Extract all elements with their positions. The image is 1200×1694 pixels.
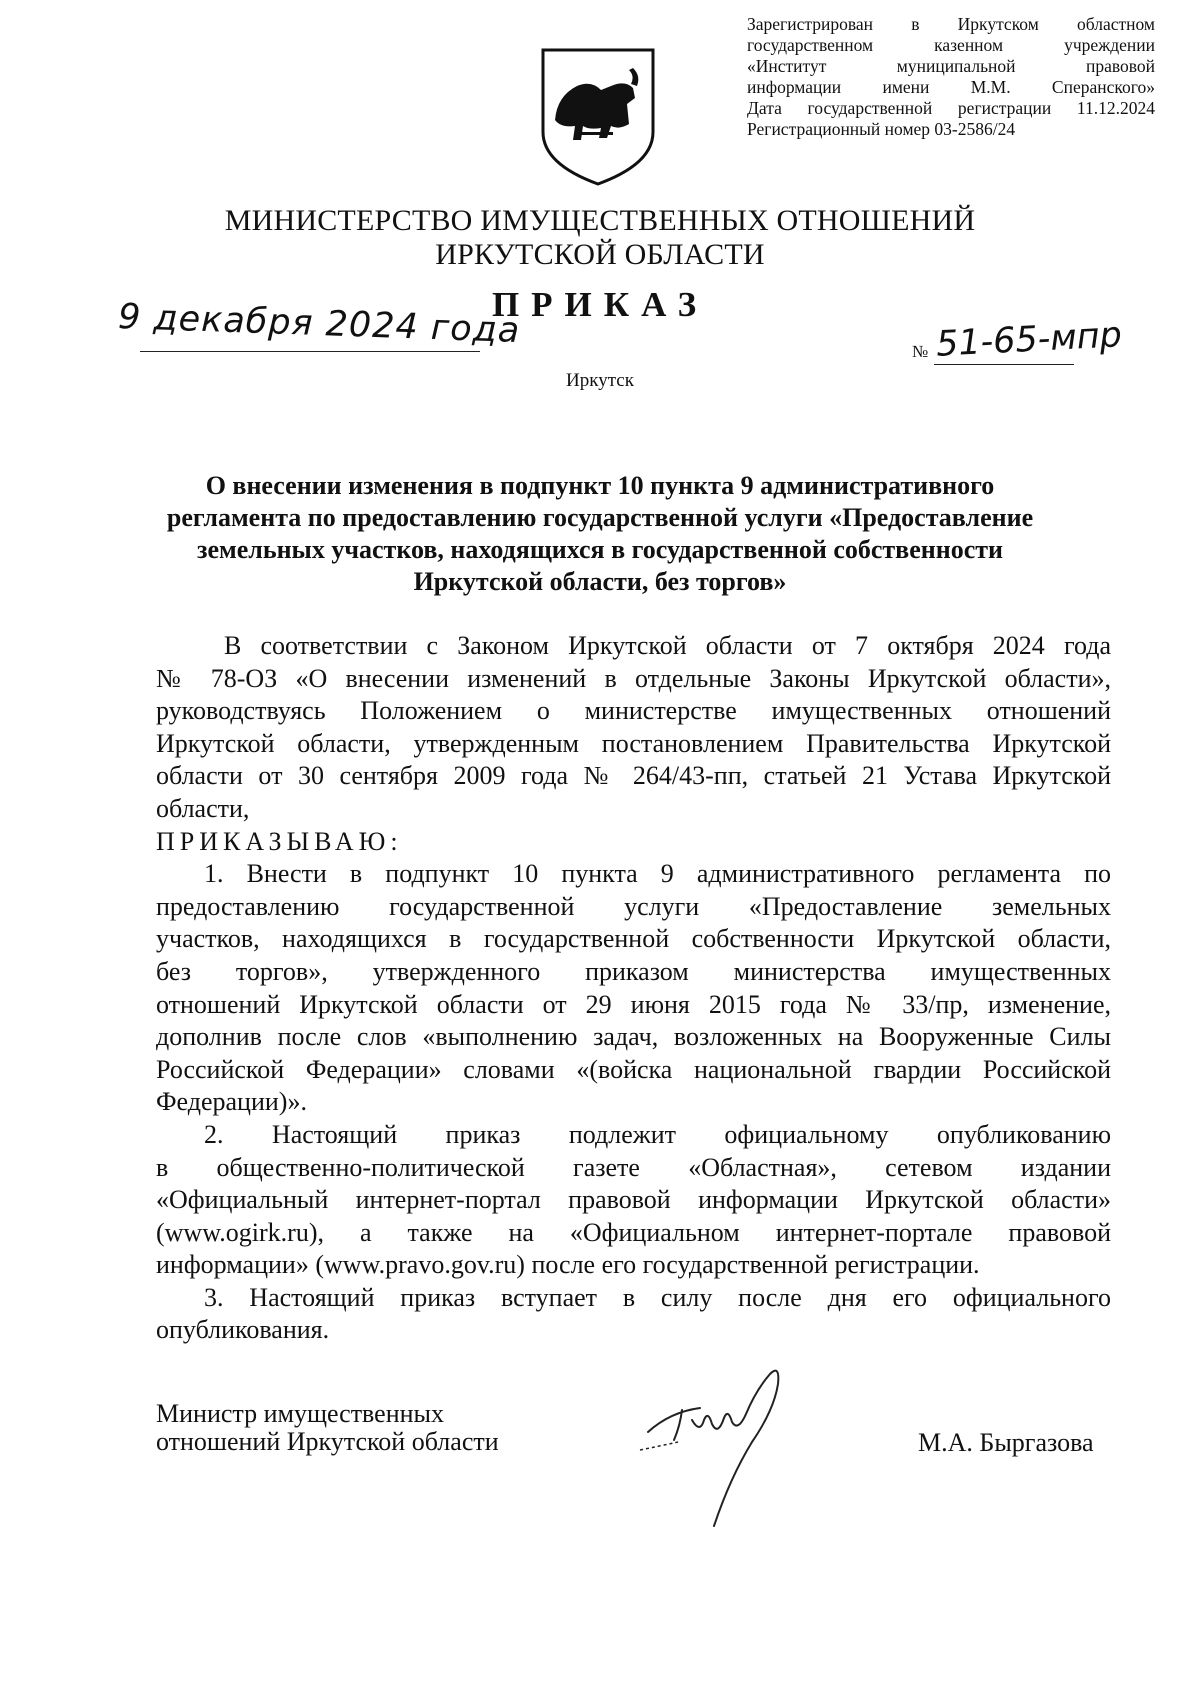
registration-line: информации имени М.М. Сперанского» [747,77,1155,97]
document-title [140,470,1060,598]
title-line: Иркутской области, без торгов» [413,567,787,596]
preamble-line: области от 30 сентября 2009 года № 264/43-пп, статьей 21 Устава Иркутской [156,761,1111,791]
item1-line: дополнив после слов «выполнению задач, возложенных на Вооруженные Силы [156,1022,1111,1052]
title-line: регламента по предоставлению государственной услуги «Предоставление [166,503,1034,532]
preamble-line: области, [156,793,250,823]
document-type: ПРИКАЗ [491,285,709,324]
item1-line: без торгов», утвержденного приказом министерства имущественных [156,956,1111,986]
item1-line: Федерации)». [156,1087,307,1117]
item1-line: участков, находящихся в государственной собственности Иркутской области, [156,924,1111,954]
document-date: 9 декабря 2024 года [117,296,521,352]
preamble-line: № 78-ОЗ «О внесении изменений в отдельные Законы Иркутской области», [156,663,1111,693]
registration-line: Дата государственной регистрации 11.12.2024 [747,98,1155,118]
item2-line: (www.ogirk.ru), а также на «Официальном интернет-портале правовой [156,1217,1111,1247]
number-underline [934,364,1074,365]
signatory-position [156,1400,499,1456]
item1-line: отношений Иркутской области от 29 июня 2015 года № 33/пр, изменение, [156,989,1111,1019]
preamble-line: Иркутской области, утвержденным постановлением Правительства Иркутской [156,728,1111,758]
handwritten-signature [630,1350,820,1540]
signatory-name: М.А. Быргазова [918,1428,1094,1457]
preamble-line: руководствуясь Положением о министерстве имущественных отношений [156,696,1111,726]
registration-line: «Институт муниципальной правовой [747,56,1155,76]
number-handwritten: 51-65-мпр [935,315,1123,365]
registration-line: государственном казенном учреждении [747,35,1155,55]
city: Иркутск [566,370,634,391]
coat-of-arms-icon [537,46,659,188]
item3-line: опубликования. [156,1315,330,1345]
position-line: Министр имущественных [156,1399,445,1428]
registration-line: Регистрационный номер 03-2586/24 [747,119,1016,139]
registration-stamp [747,14,1155,140]
item2-line: «Официальный интернет-портал правовой информации Иркутской области» [156,1185,1111,1215]
order-word: ПРИКАЗЫВАЮ: [156,826,403,856]
ministry-name-line2: ИРКУТСКОЙ ОБЛАСТИ [435,238,765,271]
item2-line: 2. Настоящий приказ подлежит официальному опубликованию [204,1119,1111,1149]
item1-line: 1. Внести в подпункт 10 пункта 9 административного регламента по [204,859,1111,889]
date-underline [140,351,480,352]
preamble-line: В соответствии с Законом Иркутской области от 7 октября 2024 года [224,631,1111,660]
position-line: отношений Иркутской области [156,1427,499,1456]
item1-line: Российской Федерации» словами «(войска национальной гвардии Российской [156,1054,1111,1084]
number-sign: № [912,342,929,361]
item1-line: предоставлению государственной услуги «Предоставление земельных [156,891,1111,921]
title-line: земельных участков, находящихся в государственной собственности [197,535,1003,564]
title-line: О внесении изменения в подпункт 10 пункта 9 административного [205,471,995,500]
document-body [156,630,1111,1347]
item3-line: 3. Настоящий приказ вступает в силу после дня его официального [204,1282,1111,1312]
item2-line: информации» (www.pravo.gov.ru) после его государственной регистрации. [156,1250,980,1280]
item2-line: в общественно-политической газете «Областная», сетевом издании [156,1152,1111,1182]
ministry-name-line1: МИНИСТЕРСТВО ИМУЩЕСТВЕННЫХ ОТНОШЕНИЙ [224,204,976,237]
registration-line: Зарегистрирован в Иркутском областном [747,14,1155,34]
